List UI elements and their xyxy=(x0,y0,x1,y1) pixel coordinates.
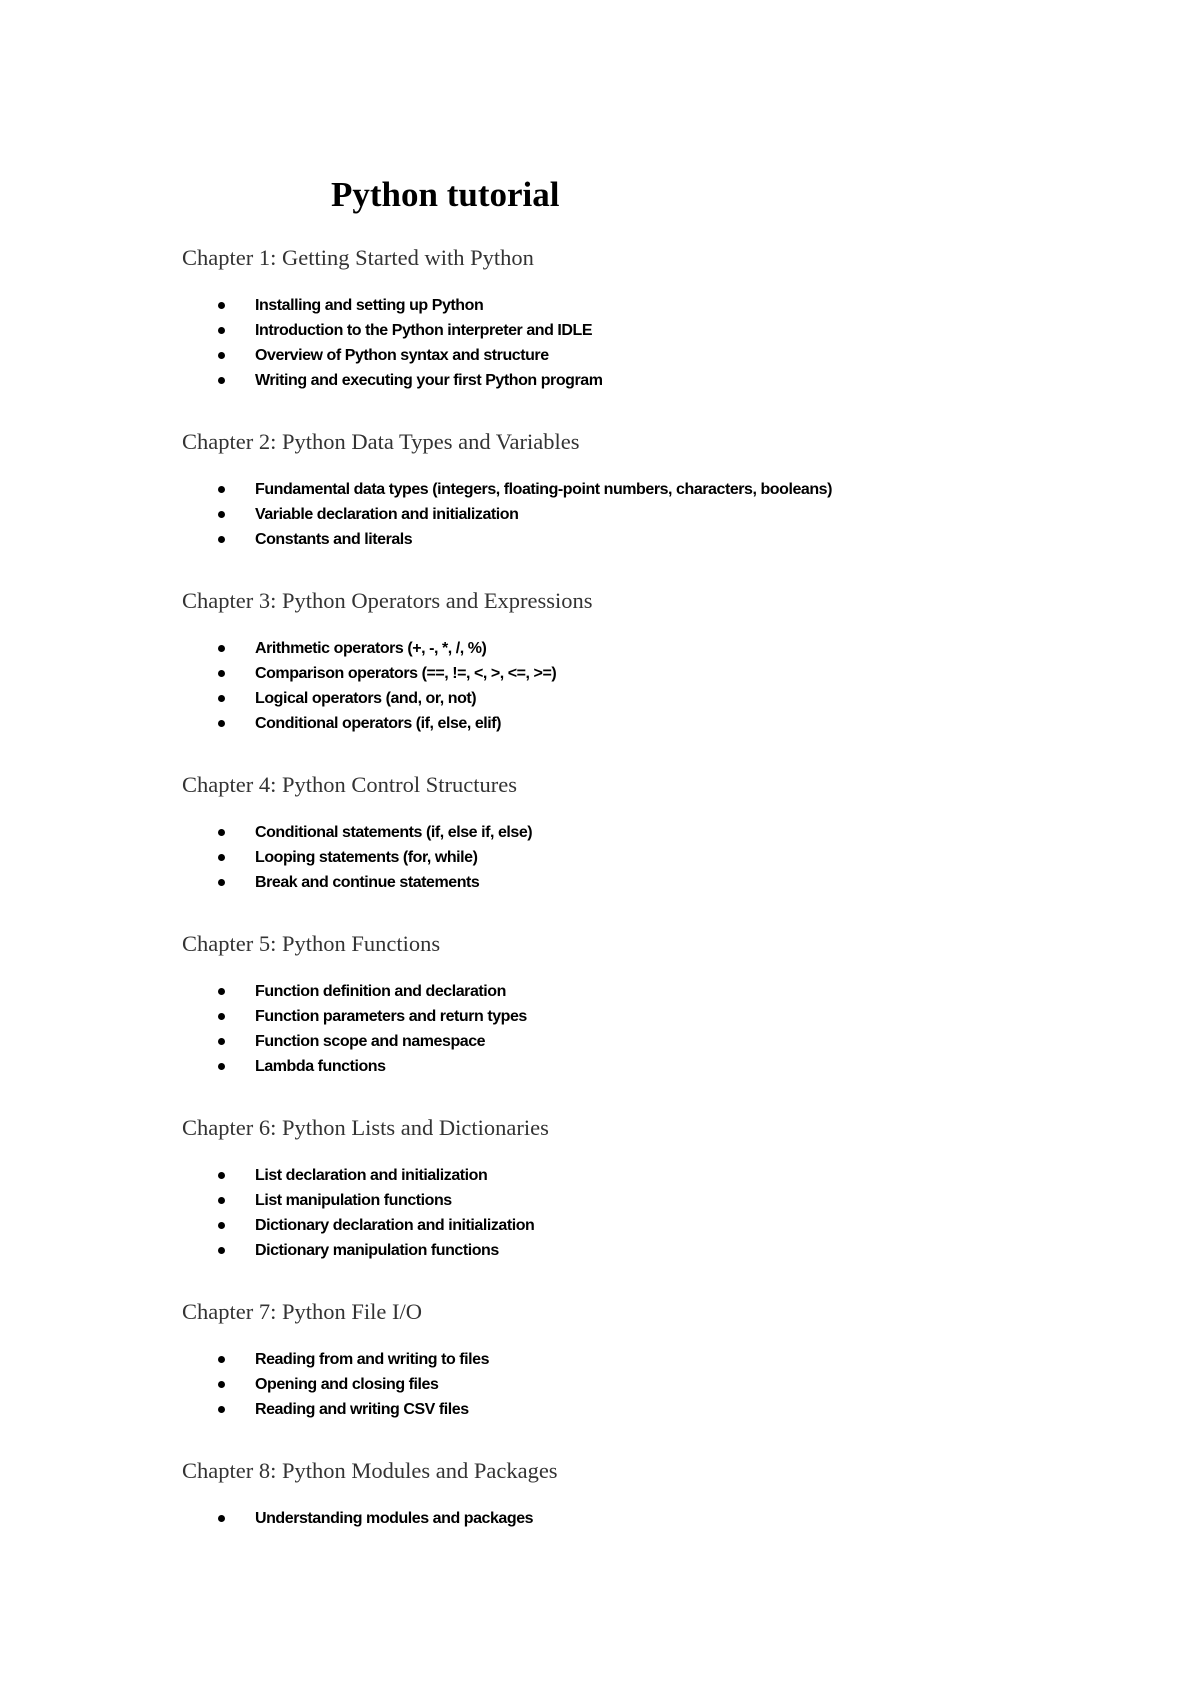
bullet-icon xyxy=(218,1172,225,1179)
list-item-text: Comparison operators (==, !=, <, >, <=, >=) xyxy=(255,665,557,682)
list-item-text: Function definition and declaration xyxy=(255,983,506,1000)
list-item-text: Introduction to the Python interpreter and IDLE xyxy=(255,322,593,339)
bullet-icon xyxy=(218,302,225,309)
bullet-icon xyxy=(218,536,225,543)
bullet-icon xyxy=(218,352,225,359)
list-item-text: Overview of Python syntax and structure xyxy=(255,347,549,364)
list-item-text: Break and continue statements xyxy=(255,874,480,891)
bullet-icon xyxy=(218,1356,225,1363)
bullet-icon xyxy=(218,1197,225,1204)
list-item-text: Conditional statements (if, else if, else) xyxy=(255,824,533,841)
list-item-text: Understanding modules and packages xyxy=(255,1510,534,1527)
bullet-icon xyxy=(218,1013,225,1020)
list-item-text: List declaration and initialization xyxy=(255,1167,488,1184)
chapter-heading: Chapter 2: Python Data Types and Variables xyxy=(182,429,580,454)
list-item-text: Dictionary declaration and initialization xyxy=(255,1217,535,1234)
bullet-icon xyxy=(218,988,225,995)
list-item-text: Writing and executing your first Python program xyxy=(255,372,603,389)
list-item-text: Opening and closing files xyxy=(255,1376,439,1393)
bullet-icon xyxy=(218,1406,225,1413)
bullet-icon xyxy=(218,1222,225,1229)
bullet-icon xyxy=(218,1063,225,1070)
list-item-text: Reading and writing CSV files xyxy=(255,1401,469,1418)
list-item-text: Conditional operators (if, else, elif) xyxy=(255,715,502,732)
bullet-icon xyxy=(218,327,225,334)
bullet-icon xyxy=(218,645,225,652)
list-item-text: List manipulation functions xyxy=(255,1192,452,1209)
list-item-text: Looping statements (for, while) xyxy=(255,849,478,866)
bullet-icon xyxy=(218,670,225,677)
bullet-icon xyxy=(218,377,225,384)
list-item-text: Function parameters and return types xyxy=(255,1008,527,1025)
bullet-icon xyxy=(218,1038,225,1045)
chapter-heading: Chapter 3: Python Operators and Expressions xyxy=(182,588,593,613)
bullet-icon xyxy=(218,854,225,861)
bullet-icon xyxy=(218,720,225,727)
document-title: Python tutorial xyxy=(331,175,560,214)
list-item-text: Arithmetic operators (+, -, *, /, %) xyxy=(255,640,487,657)
list-item-text: Function scope and namespace xyxy=(255,1033,486,1050)
list-item-text: Dictionary manipulation functions xyxy=(255,1242,499,1259)
list-item-text: Constants and literals xyxy=(255,531,413,548)
chapter-heading: Chapter 7: Python File I/O xyxy=(182,1299,422,1324)
chapter-heading: Chapter 1: Getting Started with Python xyxy=(182,245,534,270)
bullet-icon xyxy=(218,1515,225,1522)
bullet-icon xyxy=(218,879,225,886)
bullet-icon xyxy=(218,511,225,518)
bullet-icon xyxy=(218,1381,225,1388)
list-item-text: Installing and setting up Python xyxy=(255,297,484,314)
chapter-heading: Chapter 4: Python Control Structures xyxy=(182,772,517,797)
list-item-text: Logical operators (and, or, not) xyxy=(255,690,477,707)
bullet-icon xyxy=(218,1247,225,1254)
list-item-text: Fundamental data types (integers, floating-point numbers, characters, booleans) xyxy=(255,481,832,498)
list-item-text: Lambda functions xyxy=(255,1058,386,1075)
chapter-heading: Chapter 8: Python Modules and Packages xyxy=(182,1458,558,1483)
chapter-heading: Chapter 5: Python Functions xyxy=(182,931,441,956)
list-item-text: Variable declaration and initialization xyxy=(255,506,519,523)
list-item-text: Reading from and writing to files xyxy=(255,1351,490,1368)
bullet-icon xyxy=(218,486,225,493)
chapter-heading: Chapter 6: Python Lists and Dictionaries xyxy=(182,1115,549,1140)
bullet-icon xyxy=(218,695,225,702)
bullet-icon xyxy=(218,829,225,836)
